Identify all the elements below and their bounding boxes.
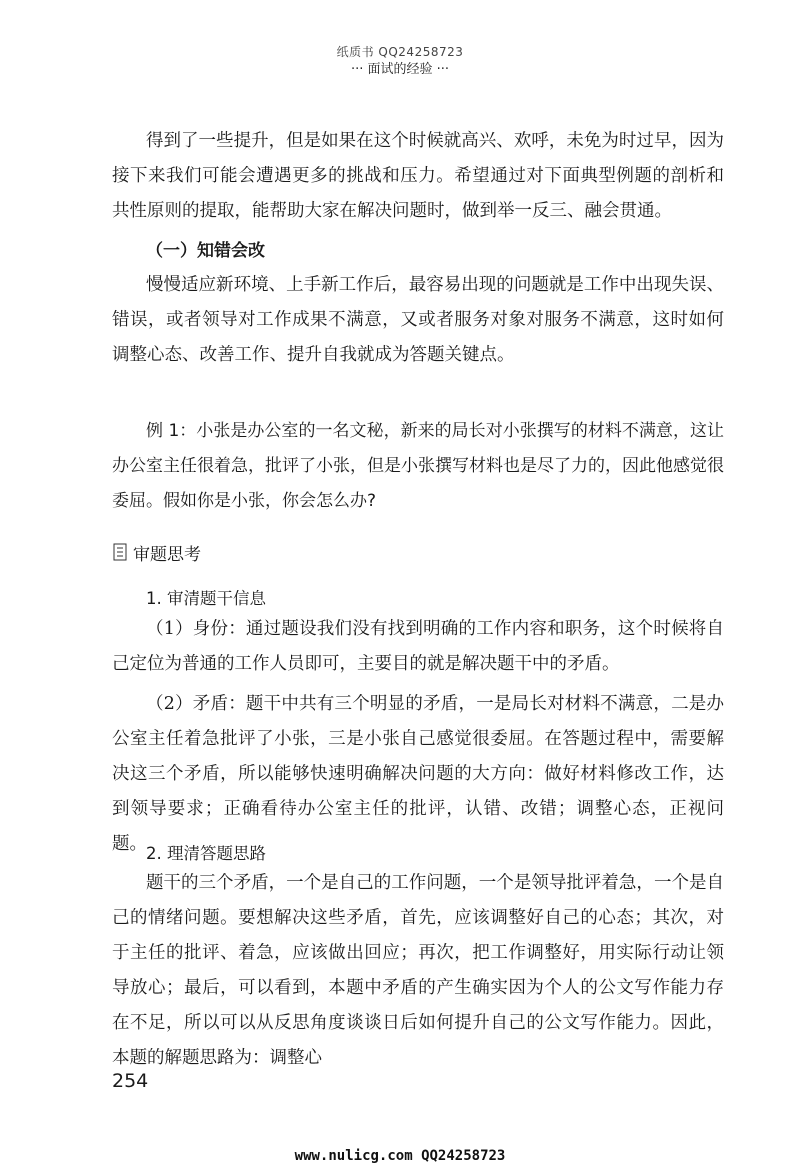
paragraph-identity: （1）身份：通过题设我们没有找到明确的工作内容和职务，这个时候将自己定位为普通的工作人员即可，主要目的就是解决题干中的矛盾。 [112, 619, 724, 674]
page-number: 254 [112, 1070, 149, 1092]
paragraph-conflict: （2）矛盾：题干中共有三个明显的矛盾，一是局长对材料不满意，二是办公室主任着急批评了小张，三是小张自己感觉很委屈。在答题过程中，需要解决这三个矛盾，所以能够快速明确解决问题的大方向：做好材料修改工作，达到领导要求；正确看待办公室主任的批评，认错、改错；调整心态，正视问题。 [112, 694, 724, 854]
paragraph-approach: 题干的三个矛盾，一个是自己的工作问题，一个是领导批评着急，一个是自己的情绪问题。要想解决这些矛盾，首先，应该调整好自己的心态；其次，对于主任的批评、着急，应该做出回应；再次，把工作调整好，用实际行动让领导放心；最后，可以看到，本题中矛盾的产生确实因为个人的公文写作能力存在不足，所以可以从反思角度谈谈日后如何提升自己的公文写作能力。因此，本题的解题思路为：调整心 [112, 873, 724, 1068]
header-watermark: 纸质书 QQ24258723 [336, 45, 464, 59]
paragraph-intro: 得到了一些提升，但是如果在这个时候就高兴、欢呼，未免为时过早，因为接下来我们可能会遭遇更多的挑战和压力。希望通过对下面典型例题的剖析和共性原则的提取，能帮助大家在解决问题时，做到举一反三、融会贯通。 [112, 131, 724, 221]
subheading-approach: 2. 理清答题思路 [146, 844, 266, 863]
running-title: ··· 面试的经验 ··· [350, 62, 450, 77]
footer-url: www.nulicg.com QQ24258723 [294, 1148, 506, 1164]
bracket-icon [113, 543, 127, 561]
shenti-label-text: 审题思考 [133, 544, 201, 565]
example-question: 例 1：小张是办公室的一名文秘，新来的局长对小张撰写的材料不满意，这让办公室主任很着急，批评了小张，但是小张撰写材料也是尽了力的，因此他感觉很委屈。假如你是小张，你会怎么办? [112, 421, 724, 511]
paragraph-context: 慢慢适应新环境、上手新工作后，最容易出现的问题就是工作中出现失误、错误，或者领导对工作成果不满意，又或者服务对象对服务不满意，这时如何调整心态、改善工作、提升自我就成为答题关键点。 [112, 275, 724, 365]
section-heading-zhicuo: （一）知错会改 [146, 241, 265, 261]
shenti-section-label [113, 539, 201, 565]
subheading-info: 1. 审清题干信息 [146, 589, 266, 608]
